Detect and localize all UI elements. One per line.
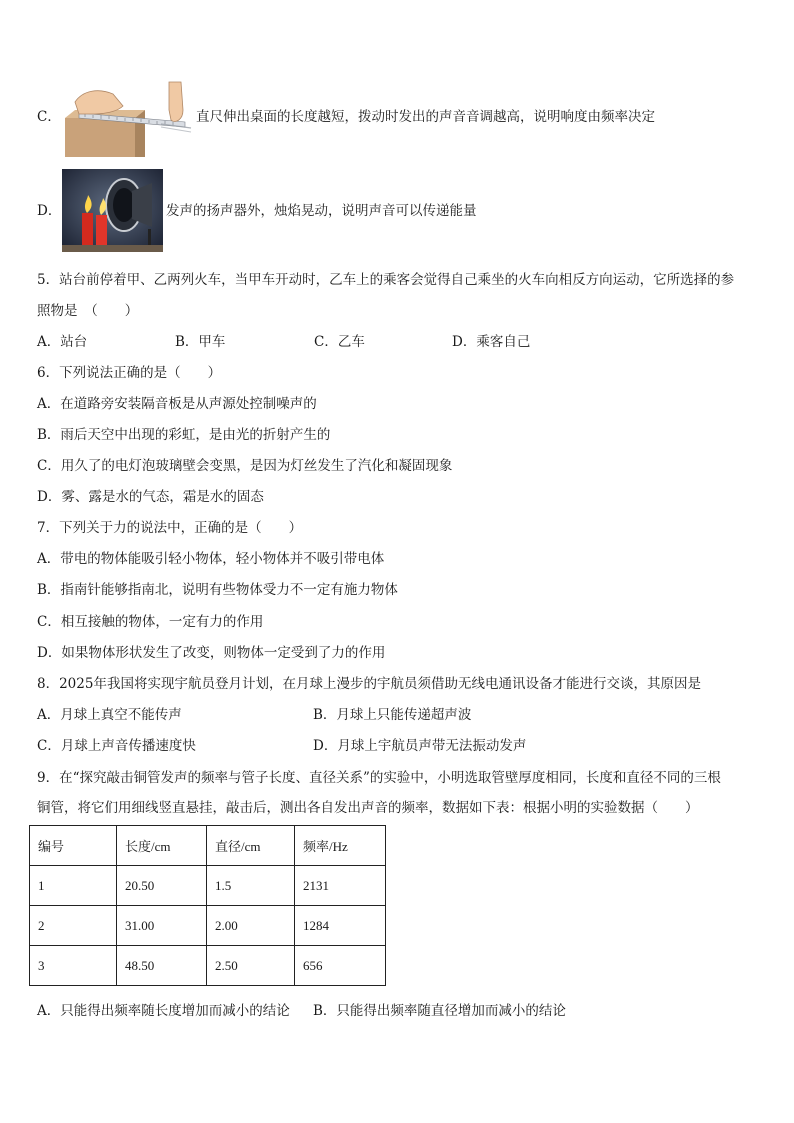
q9-option-b[interactable]: B．只能得出频率随直径增加而减小的结论 — [313, 1003, 566, 1019]
table-cell: 20.50 — [117, 866, 207, 906]
table-cell: 31.00 — [117, 906, 207, 946]
q6-stem: 6．下列说法正确的是（ ） — [37, 365, 222, 381]
q5-stem-line2: 照物是 （ ） — [37, 303, 139, 319]
table-cell: 3 — [30, 946, 117, 986]
table-row — [30, 866, 386, 906]
table-cell: 1284 — [295, 906, 386, 946]
q8-stem: 8．2025年我国将实现宇航员登月计划，在月球上漫步的宇航员须借助无线电通讯设备才能进行交谈，其原因是 — [37, 676, 701, 692]
table-cell: 2 — [30, 906, 117, 946]
table-row — [30, 946, 386, 986]
table-header-cell: 长度/cm — [117, 826, 207, 866]
q5-option-a[interactable]: A．站台 — [37, 334, 88, 350]
q8-option-c[interactable]: C．月球上声音传播速度快 — [37, 738, 196, 754]
table-header-cell: 频率/Hz — [295, 826, 386, 866]
q9-option-a[interactable]: A．只能得出频率随长度增加而减小的结论 — [37, 1003, 290, 1019]
option-d-text: 发声的扬声器外，烛焰晃动，说明声音可以传递能量 — [166, 203, 477, 219]
table-row — [30, 906, 386, 946]
q7-option-d[interactable]: D．如果物体形状发生了改变，则物体一定受到了力的作用 — [37, 645, 386, 661]
q5-option-c[interactable]: C．乙车 — [314, 334, 365, 350]
q6-option-c[interactable]: C．用久了的电灯泡玻璃壁会变黑，是因为灯丝发生了汽化和凝固现象 — [37, 458, 453, 474]
ruler-on-desk-image — [65, 80, 195, 157]
q6-option-a[interactable]: A．在道路旁安装隔音板是从声源处控制噪声的 — [37, 396, 317, 412]
table-cell: 1 — [30, 866, 117, 906]
table-header-cell: 编号 — [30, 826, 117, 866]
speaker-candle-illustration — [62, 169, 163, 252]
q9-stem-line1: 9．在“探究敲击铜管发声的频率与管子长度、直径关系”的实验中，小明选取管壁厚度相同，长度和直径不同的三根 — [37, 770, 721, 786]
table-cell: 48.50 — [117, 946, 207, 986]
q5-option-b[interactable]: B．甲车 — [175, 334, 226, 350]
table-cell: 1.5 — [207, 866, 295, 906]
table-header-cell: 直径/cm — [207, 826, 295, 866]
q8-option-d[interactable]: D．月球上宇航员声带无法振动发声 — [313, 738, 527, 754]
table-cell: 2.00 — [207, 906, 295, 946]
q5-option-d[interactable]: D．乘客自己 — [452, 334, 531, 350]
q5-stem-line1: 5．站台前停着甲、乙两列火车，当甲车开动时，乙车上的乘客会觉得自己乘坐的火车向相反方向运动，它所选择的参 — [37, 272, 735, 288]
q8-option-b[interactable]: B．月球上只能传递超声波 — [313, 707, 472, 723]
ruler-illustration — [65, 80, 195, 157]
table-header-row — [30, 826, 386, 866]
speaker-candle-image — [62, 169, 163, 252]
q7-option-a[interactable]: A．带电的物体能吸引轻小物体，轻小物体并不吸引带电体 — [37, 551, 385, 567]
table-cell: 656 — [295, 946, 386, 986]
q8-option-a[interactable]: A．月球上真空不能传声 — [37, 707, 182, 723]
q6-option-b[interactable]: B．雨后天空中出现的彩虹，是由光的折射产生的 — [37, 427, 331, 443]
table-cell: 2.50 — [207, 946, 295, 986]
q9-data-table — [29, 825, 386, 986]
option-c-text: 直尺伸出桌面的长度越短，拨动时发出的声音音调越高，说明响度由频率决定 — [196, 109, 655, 125]
option-c-label: C． — [37, 109, 61, 125]
q9-stem-line2: 铜管，将它们用细线竖直悬挂，敲击后，测出各自发出声音的频率，数据如下表：根据小明的实验数据（ ） — [37, 800, 699, 816]
q7-option-c[interactable]: C．相互接触的物体，一定有力的作用 — [37, 614, 264, 630]
option-d-label: D． — [37, 203, 62, 219]
table-cell: 2131 — [295, 866, 386, 906]
q7-option-b[interactable]: B．指南针能够指南北，说明有些物体受力不一定有施力物体 — [37, 582, 398, 598]
q7-stem: 7．下列关于力的说法中，正确的是（ ） — [37, 520, 303, 536]
q6-option-d[interactable]: D．雾、露是水的气态，霜是水的固态 — [37, 489, 264, 505]
